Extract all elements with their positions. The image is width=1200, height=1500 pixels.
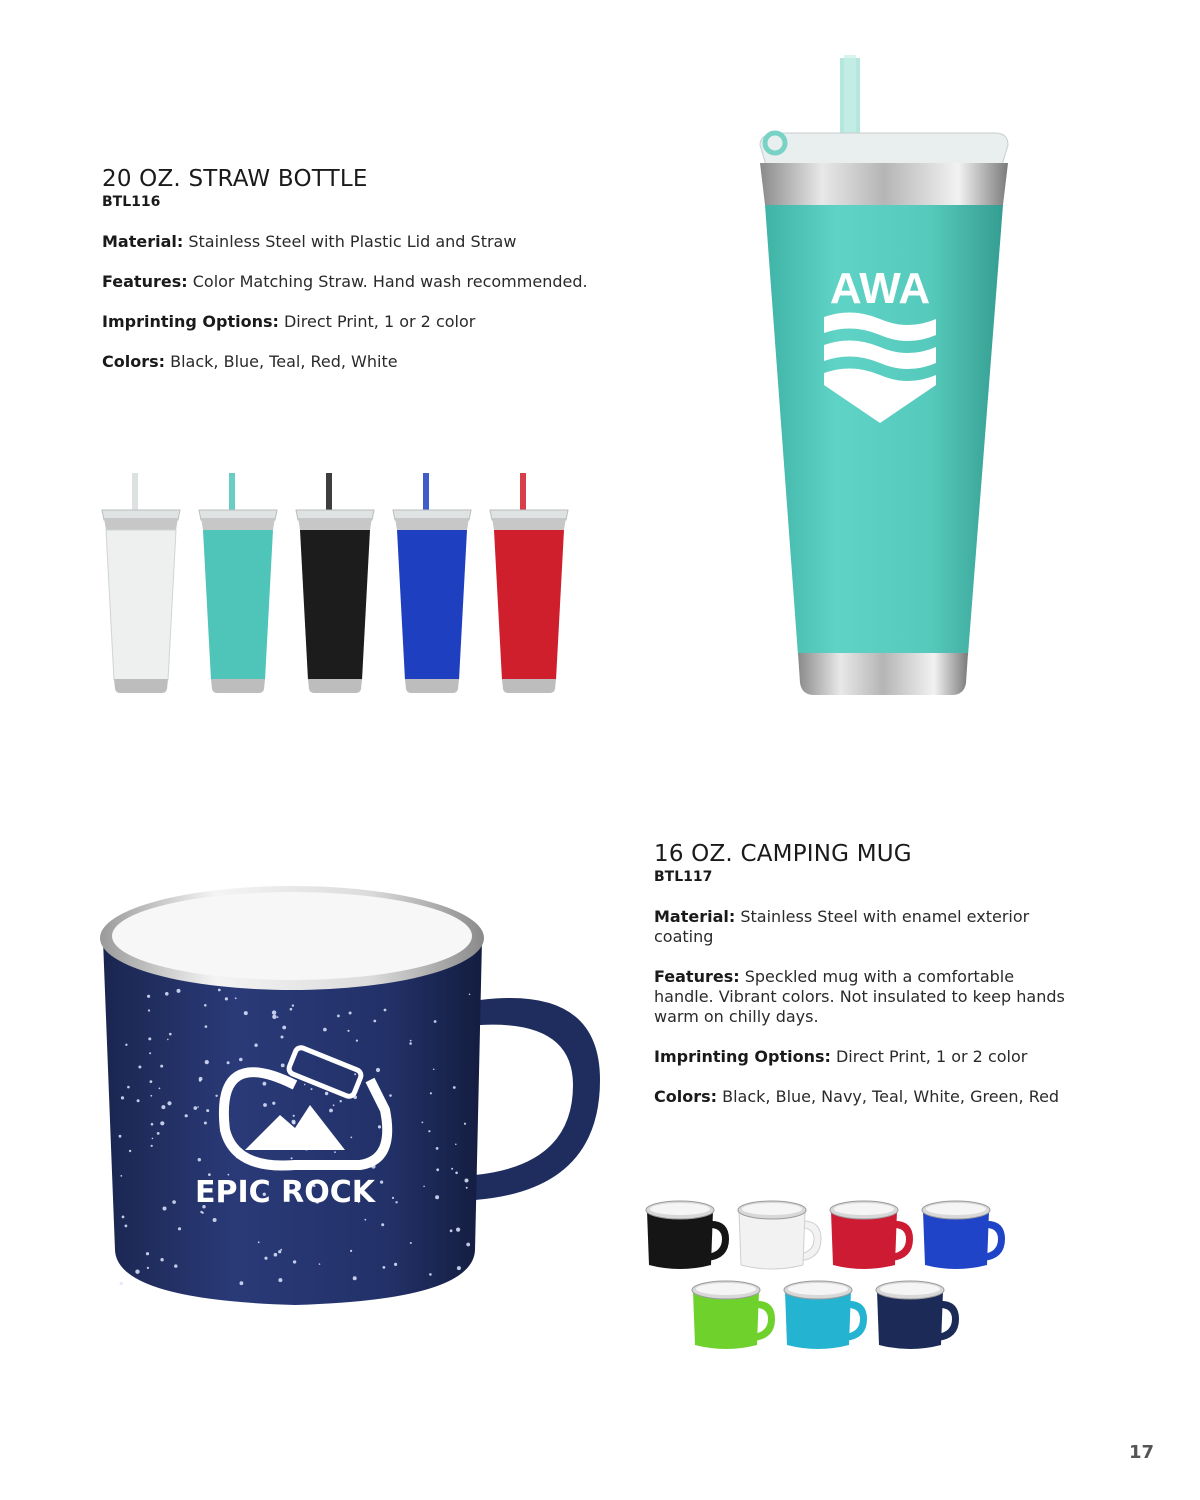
mug-variant: [646, 1201, 729, 1269]
mug-variants: [645, 1195, 1025, 1365]
spec-colors: [102, 352, 662, 372]
mug-hero-image: [95, 880, 615, 1310]
mug-spec-imprinting-label: Imprinting Options:: [654, 1047, 831, 1066]
mug-variant: [876, 1281, 959, 1349]
spec-imprinting-label: Imprinting Options:: [102, 312, 279, 331]
spec-features-value: Color Matching Straw. Hand wash recommended.: [192, 272, 588, 291]
mug-variant: [738, 1201, 821, 1269]
product-title-camping-mug: 16 OZ. CAMPING MUG: [654, 841, 912, 867]
product-sku-straw-bottle: BTL116: [102, 194, 161, 210]
mug-variant: [830, 1201, 913, 1269]
mug-spec-colors: [654, 1087, 1114, 1107]
mug-spec-material-label: Material:: [654, 907, 736, 926]
mug-spec-colors-label: Colors:: [654, 1087, 718, 1106]
spec-features-label: Features:: [102, 272, 188, 291]
tumbler-variant: [199, 473, 277, 693]
mug-spec-imprinting: [654, 1047, 1094, 1067]
spec-colors-label: Colors:: [102, 352, 166, 371]
epic-rock-text: EPIC ROCK: [195, 1175, 375, 1210]
spec-imprinting: [102, 312, 662, 332]
tumbler-variants: [100, 465, 600, 705]
tumbler-variant: [296, 473, 374, 693]
mug-spec-features-value: Speckled mug with a comfortable handle. Vibrant colors. Not insulated to keep hands warm on chilly days.: [654, 967, 1065, 1026]
spec-material-value: Stainless Steel with Plastic Lid and Straw: [188, 232, 517, 251]
tumbler-hero-image: [740, 55, 1040, 705]
tumbler-variant: [393, 473, 471, 693]
spec-features: [102, 272, 662, 292]
product-sku-camping-mug: BTL117: [654, 869, 713, 885]
tumbler-variant: [102, 473, 180, 693]
spec-colors-value: Black, Blue, Teal, Red, White: [170, 352, 398, 371]
mug-variant: [784, 1281, 867, 1349]
spec-imprinting-value: Direct Print, 1 or 2 color: [283, 312, 476, 331]
spec-material-label: Material:: [102, 232, 184, 251]
mug-spec-material: [654, 907, 1074, 947]
mug-variant: [692, 1281, 775, 1349]
awa-logo-text: AWA: [829, 264, 931, 313]
mug-spec-material-value: Stainless Steel with enamel exterior coating: [654, 907, 1030, 946]
spec-material: [102, 232, 662, 252]
page-number: 17: [1128, 1442, 1154, 1463]
mug-spec-features-label: Features:: [654, 967, 740, 986]
mug-spec-features: [654, 967, 1074, 1027]
mug-spec-colors-value: Black, Blue, Navy, Teal, White, Green, Red: [722, 1087, 1060, 1106]
product-title-straw-bottle: 20 OZ. STRAW BOTTLE: [102, 166, 368, 192]
mug-spec-imprinting-value: Direct Print, 1 or 2 color: [835, 1047, 1028, 1066]
tumbler-variant: [490, 473, 568, 693]
mug-variant: [922, 1201, 1005, 1269]
